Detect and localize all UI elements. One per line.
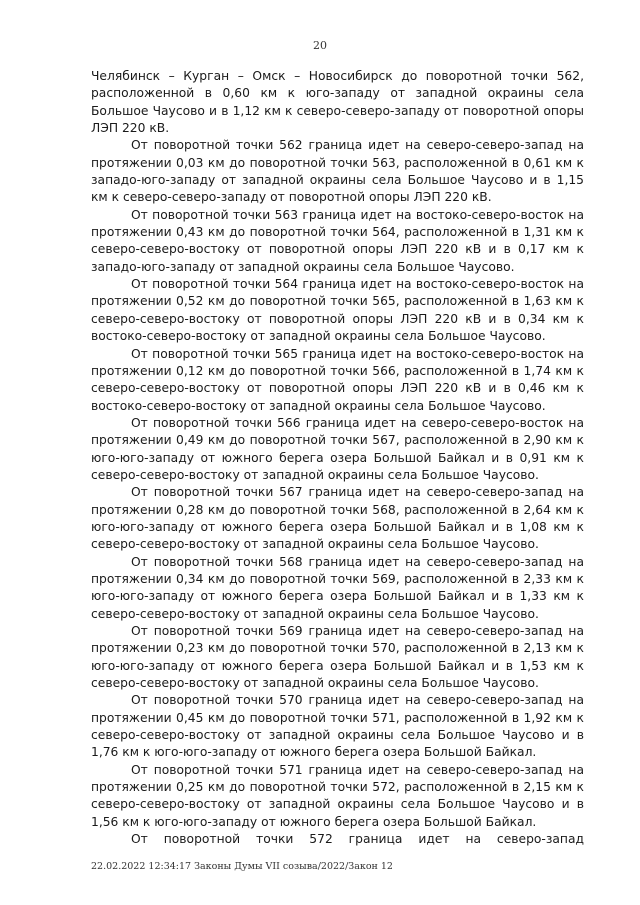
paragraph: От поворотной точки 564 граница идет на востоко-северо-восток на протяжении 0,52 км до поворотной точки 565, расположенной в 1,63 км к северо-северо-востоку от поворотной опоры ЛЭП 220 кВ и в 0,34 км к востоко-северо-востоку от западной окраины села Большое Чаусово. (91, 277, 584, 344)
paragraph: От поворотной точки 562 граница идет на северо-северо-запад на протяжении 0,03 км до поворотной точки 563, расположенной в 0,61 км к западо-юго-западу от западной окраины села Большое Чаусово и в 1,15 км к северо-северо-западу от поворотной опоры ЛЭП 220 кВ. (91, 138, 584, 205)
paragraph: От поворотной точки 569 граница идет на северо-северо-запад на протяжении 0,23 км до поворотной точки 570, расположенной в 2,13 км к юго-юго-западу от южного берега озера Большой Байкал и в 1,53 км к северо-северо-востоку от западной окраины села Большое Чаусово. (91, 624, 584, 691)
paragraph: От поворотной точки 567 граница идет на северо-северо-запад на протяжении 0,28 км до поворотной точки 568, расположенной в 2,64 км к юго-юго-западу от южного берега озера Большой Байкал и в 1,08 км к северо-северо-востоку от западной окраины села Большое Чаусово. (91, 485, 584, 552)
document-body (91, 68, 584, 848)
paragraph: От поворотной точки 566 граница идет на северо-северо-восток на протяжении 0,49 км до поворотной точки 567, расположенной в 2,90 км к юго-юго-западу от южного берега озера Большой Байкал и в 0,91 км к северо-северо-востоку от западной окраины села Большое Чаусово. (91, 415, 584, 482)
paragraph: От поворотной точки 563 граница идет на востоко-северо-восток на протяжении 0,43 км до поворотной точки 564, расположенной в 1,31 км к северо-северо-востоку от поворотной опоры ЛЭП 220 кВ и в 0,17 км к западо-юго-западу от западной окраины села Большое Чаусово. (91, 207, 584, 274)
paragraph: От поворотной точки 565 граница идет на востоко-северо-восток на протяжении 0,12 км до поворотной точки 566, расположенной в 1,74 км к северо-северо-востоку от поворотной опоры ЛЭП 220 кВ и в 0,46 км к востоко-северо-востоку от западной окраины села Большое Чаусово. (91, 346, 584, 413)
footer-metadata: 22.02.2022 12:34:17 Законы Думы VII созыва/2022/Закон 12 (91, 861, 393, 872)
paragraph-last: От поворотной точки 572 граница идет на северо-запад (131, 832, 584, 847)
paragraph: От поворотной точки 571 граница идет на северо-северо-запад на протяжении 0,25 км до поворотной точки 572, расположенной в 2,15 км к северо-северо-востоку от западной окраины села Большое Чаусово и в 1,56 км к юго-юго-западу от южного берега озера Большой Байкал. (91, 762, 584, 829)
page-number: 20 (313, 39, 327, 52)
paragraph: От поворотной точки 570 граница идет на северо-северо-запад на протяжении 0,45 км до поворотной точки 571, расположенной в 1,92 км к северо-северо-востоку от западной окраины села Большое Чаусово и в 1,76 км к юго-юго-западу от южного берега озера Большой Байкал. (91, 693, 584, 760)
paragraph: От поворотной точки 568 граница идет на северо-северо-запад на протяжении 0,34 км до поворотной точки 569, расположенной в 2,33 км к юго-юго-западу от южного берега озера Большой Байкал и в 1,33 км к северо-северо-востоку от западной окраины села Большое Чаусово. (91, 554, 584, 621)
paragraph: Челябинск – Курган – Омск – Новосибирск до поворотной точки 562, расположенной в 0,60 км к юго-западу от западной окраины села Большое Чаусово и в 1,12 км к северо-северо-западу от поворотной опоры ЛЭП 220 кВ. (91, 69, 584, 136)
